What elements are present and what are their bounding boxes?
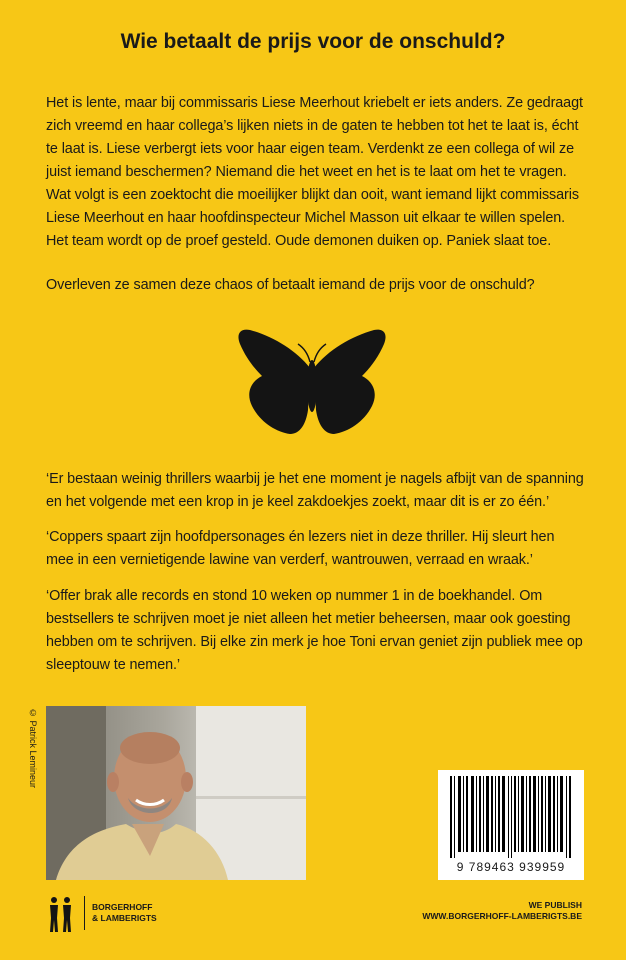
logo-divider (84, 896, 85, 930)
blurb-paragraph-1: Het is lente, maar bij commissaris Liese Meerhout kriebelt er iets anders. Ze gedraagt zich vreemd en haar collega’s lijken niets in de gaten te hebben tot het te laat is, écht te laat is. Liese verbergt iets voor haar eigen team. Verdenkt ze een collega of wil ze juist iemand beschermen? Niemand die het weet en het is te laat om het te vragen. (46, 95, 583, 180)
publisher-logo-text (92, 902, 157, 924)
author-photo (46, 706, 306, 880)
photo-credit: © Patrick Lemineur (28, 708, 38, 789)
review-quote-1: ‘Er bestaan weinig thrillers waarbij je het ene moment je nagels afbijt van de spanning en het volgende met een krop in je keel zakdoekjes zoekt, maar dit is er zo één.’ (46, 471, 584, 510)
two-figures-logo-icon (46, 896, 76, 932)
review-quote-2: ‘Coppers spaart zijn hoofdpersonages én lezers niet in deze thriller. Hij sleurt hen mee in een vernietigende lawine van verderf, wantrouwen, verraad en wraak.’ (46, 529, 555, 568)
barcode-bars (438, 770, 584, 858)
publisher-website: WWW.BORGERHOFF-LAMBERIGTS.BE (422, 911, 582, 921)
publisher-slogan: WE PUBLISH (528, 900, 582, 910)
publisher-footer (422, 900, 582, 922)
blurb-paragraph-3: Overleven ze samen deze chaos of betaalt iemand de prijs voor de onschuld? (46, 277, 535, 293)
barcode (438, 770, 584, 880)
review-quote-3: ‘Offer brak alle records en stond 10 weken op nummer 1 in de boekhandel. Om bestsellers te schrijven moet je niet alleen het metier beheersen, maar ook goesting hebben om te schrijven. Bij elke zin merk je hoe Toni ervan geniet zijn publiek mee op sleeptouw te nemen.’ (46, 588, 583, 673)
publisher-name-line-1: BORGERHOFF (92, 902, 153, 912)
blurb-paragraph-2: Wat volgt is een zoektocht die moeilijker blijkt dan ooit, want iemand lijkt commissaris Liese Meerhout en haar hoofdinspecteur Michel Masson uit elkaar te willen spelen. Het team wordt op de proef gesteld. Oude demonen duiken op. Paniek slaat toe. (46, 187, 579, 249)
publisher-name-line-2: & LAMBERIGTS (92, 913, 157, 923)
butterfly-icon (236, 324, 388, 438)
back-cover-title: Wie betaalt de prijs voor de onschuld? (120, 30, 506, 53)
barcode-number: 9 789463 939959 (456, 860, 566, 874)
